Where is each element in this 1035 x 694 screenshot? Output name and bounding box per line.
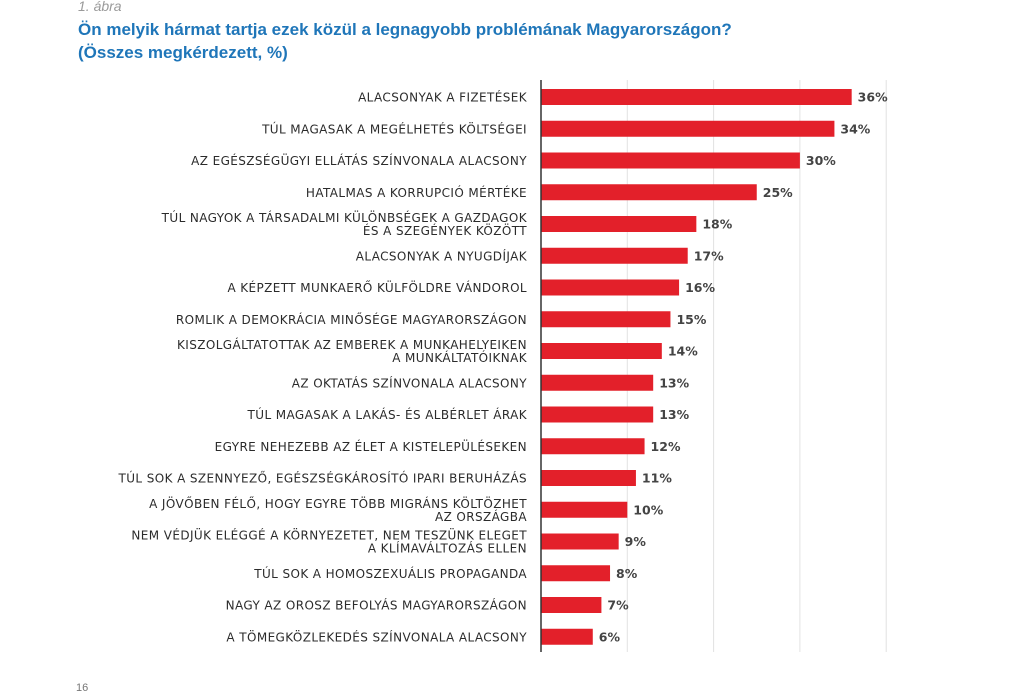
data-label: 13%: [659, 407, 690, 422]
page-number: 16: [76, 682, 89, 694]
bar: [541, 311, 670, 327]
bar: [541, 438, 645, 454]
bar: [541, 248, 688, 264]
chart-title-line-2: (Összes megkérdezett, %): [78, 43, 288, 62]
bar: [541, 534, 619, 550]
data-label: 12%: [650, 438, 681, 454]
category-label: NAGY AZ OROSZ BEFOLYÁS MAGYARORSZÁGON: [225, 598, 527, 613]
data-label: 16%: [685, 280, 716, 295]
bar: [541, 470, 636, 486]
category-label: TÚL SOK A SZENNYEZŐ, EGÉSZSÉGKÁROSÍTÓ IPARI BERUHÁZÁS: [118, 471, 527, 486]
data-label: 8%: [616, 565, 638, 581]
figure-label: 1. ábra: [78, 0, 122, 14]
category-label: A KÉPZETT MUNKAERŐ KÜLFÖLDRE VÁNDOROL: [227, 281, 527, 295]
bar: [541, 89, 852, 105]
category-label: A TÖMEGKÖZLEKEDÉS SZÍNVONALA ALACSONY: [226, 630, 527, 645]
category-label: NEM VÉDJÜK ELÉGGÉ A KÖRNYEZETET, NEM TESZÜNK ELEGET: [131, 528, 527, 543]
data-label: 25%: [762, 184, 793, 200]
category-label: A JÖVŐBEN FÉLŐ, HOGY EGYRE TÖBB MIGRÁNS KÖLTÖZHET: [149, 496, 527, 511]
data-label: 14%: [667, 343, 698, 359]
category-label: AZ EGÉSZSÉGÜGYI ELLÁTÁS SZÍNVONALA ALACSONY: [191, 154, 527, 168]
data-label: 9%: [624, 534, 646, 549]
category-label: A KLÍMAVÁLTOZÁS ELLEN: [367, 541, 527, 556]
category-label: TÚL SOK A HOMOSZEXUÁLIS PROPAGANDA: [254, 566, 527, 581]
category-label: A MUNKÁLTATÓIKNAK: [392, 351, 527, 365]
data-label: 30%: [805, 153, 836, 168]
category-label: ALACSONYAK A NYUGDÍJAK: [355, 249, 527, 264]
bar: [541, 597, 601, 613]
bar: [541, 565, 610, 581]
data-label: 18%: [702, 216, 733, 232]
data-label: 17%: [693, 248, 724, 264]
data-label: 15%: [676, 311, 707, 327]
bar: [541, 375, 653, 391]
data-label: 13%: [659, 375, 690, 391]
bar: [541, 502, 627, 518]
category-label: AZ ORSZÁGBA: [434, 509, 527, 524]
data-label: 10%: [633, 502, 664, 518]
data-label: 6%: [598, 629, 621, 645]
category-label: ROMLIK A DEMOKRÁCIA MINŐSÉGE MAGYARORSZÁGON: [175, 312, 527, 327]
category-label: HATALMAS A KORRUPCIÓ MÉRTÉKE: [305, 185, 527, 200]
data-label: 7%: [607, 597, 629, 613]
bar: [541, 280, 679, 296]
bar: [541, 184, 757, 200]
bar: [541, 153, 800, 169]
category-label: KISZOLGÁLTATOTTAK AZ EMBEREK A MUNKAHELYEIKEN: [177, 338, 527, 352]
bar: [541, 407, 653, 423]
data-label: 34%: [840, 121, 871, 137]
chart-title-line-1: Ön melyik hármat tartja ezek közül a legnagyobb problémának Magyarországon?: [78, 20, 732, 39]
category-label: AZ OKTATÁS SZÍNVONALA ALACSONY: [291, 376, 527, 391]
category-label: EGYRE NEHEZEBB AZ ÉLET A KISTELEPÜLÉSEKEN: [214, 439, 527, 454]
bar: [541, 629, 593, 645]
category-label: TÚL MAGASAK A MEGÉLHETÉS KÖLTSÉGEI: [262, 122, 527, 137]
bar: [541, 121, 834, 137]
category-label: TÚL MAGASAK A LAKÁS- ÉS ALBÉRLET ÁRAK: [247, 408, 527, 422]
bar: [541, 216, 696, 232]
data-label: 36%: [857, 89, 888, 105]
category-label: TÚL NAGYOK A TÁRSADALMI KÜLÖNBSÉGEK A GAZDAGOK: [161, 211, 527, 225]
data-label: 11%: [641, 470, 672, 486]
category-label: ALACSONYAK A FIZETÉSEK: [358, 90, 527, 105]
category-label: ÉS A SZEGÉNYEK KÖZÖTT: [362, 224, 527, 238]
bar: [541, 343, 662, 359]
